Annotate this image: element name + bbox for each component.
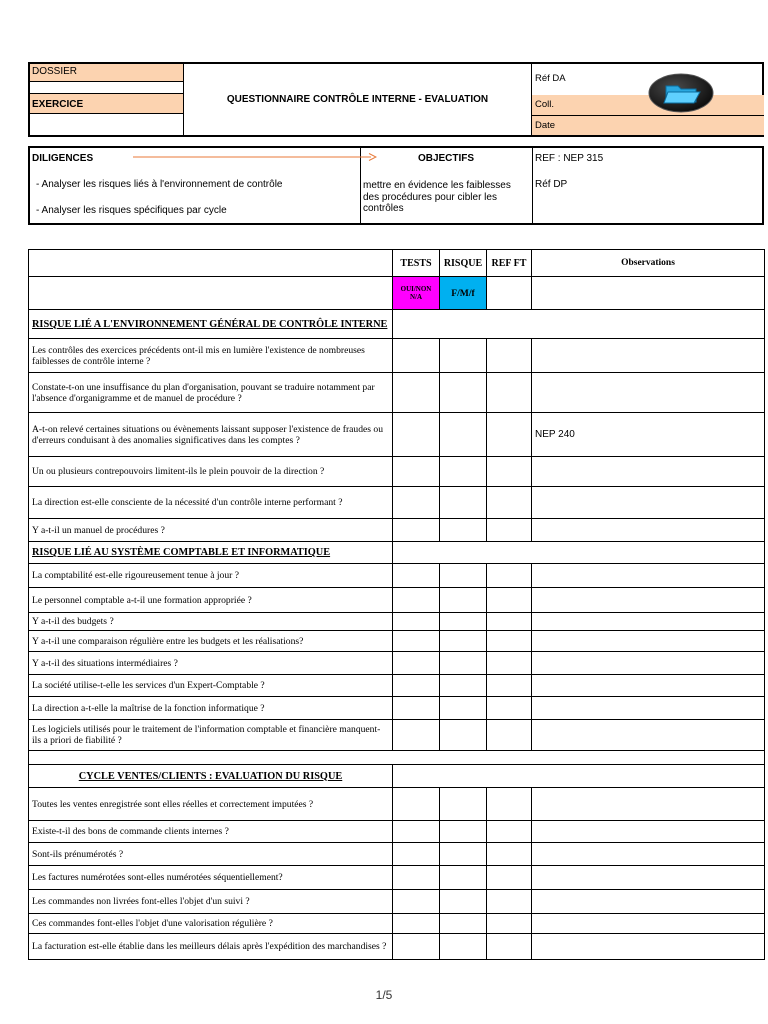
table-row	[29, 373, 765, 413]
observation-cell[interactable]	[532, 631, 765, 652]
risque-cell[interactable]	[440, 652, 487, 675]
table-row	[29, 821, 765, 843]
section-row	[29, 542, 765, 564]
section-row	[29, 310, 765, 339]
ref-nep-label: REF : NEP 315	[535, 153, 604, 164]
risque-cell[interactable]	[440, 697, 487, 720]
date-label: Date	[532, 116, 764, 135]
table-row	[29, 866, 765, 890]
table-row	[29, 631, 765, 652]
question-text: Les contrôles des exercices précédents ont-il mis en lumière l'existence de nombreuses faiblesses de contrôle interne ?	[29, 339, 393, 373]
table-row	[29, 564, 765, 588]
ref-ft-cell[interactable]	[487, 519, 532, 542]
question-text: Existe-t-il des bons de commande clients internes ?	[29, 821, 393, 843]
table-row	[29, 413, 765, 457]
tests-cell[interactable]	[393, 914, 440, 934]
observation-cell[interactable]	[532, 788, 765, 821]
observation-cell[interactable]	[532, 843, 765, 866]
arrow-icon	[133, 152, 377, 162]
question-text: Ces commandes font-elles l'objet d'une valorisation régulière ?	[29, 914, 393, 934]
question-text: A-t-on relevé certaines situations ou évènements laissant supposer l'existence de fraudes ou d'erreurs conduisant à des anomalies significatives dans les comptes ?	[29, 413, 393, 457]
question-text: Le personnel comptable a-t-il une formation appropriée ?	[29, 588, 393, 613]
blank-cell	[29, 250, 393, 277]
coll-label: Coll.	[532, 95, 764, 116]
ref-ft-cell[interactable]	[487, 413, 532, 457]
observation-cell[interactable]	[532, 890, 765, 914]
ref-ft-cell[interactable]	[487, 339, 532, 373]
dossier-label: DOSSIER	[30, 64, 183, 82]
observation-cell[interactable]	[532, 697, 765, 720]
table-row	[29, 339, 765, 373]
tests-cell[interactable]	[393, 788, 440, 821]
risque-cell[interactable]	[440, 613, 487, 631]
blank-cell	[393, 542, 765, 564]
tests-cell[interactable]	[393, 866, 440, 890]
table-row	[29, 588, 765, 613]
tests-cell[interactable]	[393, 413, 440, 457]
table-row	[29, 613, 765, 631]
ref-ft-cell[interactable]	[487, 720, 532, 751]
risque-cell[interactable]	[440, 373, 487, 413]
blank-cell	[487, 277, 532, 310]
risque-cell[interactable]	[440, 588, 487, 613]
questionnaire-table	[28, 249, 765, 960]
risque-cell[interactable]	[440, 631, 487, 652]
observation-cell[interactable]	[532, 373, 765, 413]
question-text: Les factures numérotées sont-elles numérotées séquentiellement?	[29, 866, 393, 890]
question-text: La direction est-elle consciente de la nécessité d'un contrôle interne performant ?	[29, 487, 393, 519]
exercice-label: EXERCICE	[30, 94, 183, 114]
risque-cell[interactable]	[440, 866, 487, 890]
blank-cell	[532, 277, 765, 310]
risque-cell[interactable]	[440, 890, 487, 914]
observation-cell[interactable]	[532, 652, 765, 675]
tag-row	[29, 277, 765, 310]
dossier-value[interactable]	[30, 82, 183, 94]
risque-cell[interactable]	[440, 457, 487, 487]
question-text: Y a-t-il une comparaison régulière entre les budgets et les réalisations?	[29, 631, 393, 652]
question-text: Y a-t-il des situations intermédiaires ?	[29, 652, 393, 675]
ref-ft-cell[interactable]	[487, 866, 532, 890]
ref-ft-cell[interactable]	[487, 934, 532, 960]
blank-cell	[29, 277, 393, 310]
question-text: Sont-ils prénumérotés ?	[29, 843, 393, 866]
tests-cell[interactable]	[393, 373, 440, 413]
question-text: Constate-t-on une insuffisance du plan d'organisation, pouvant se traduire notamment par l'absence d'organigramme et de manuel de procédure ?	[29, 373, 393, 413]
section-title: CYCLE VENTES/CLIENTS : EVALUATION DU RISQUE	[29, 765, 393, 788]
objectifs-label: OBJECTIFS	[417, 153, 475, 164]
oui-non-tag: OUI/NON N/A	[393, 277, 440, 310]
observation-cell[interactable]	[532, 613, 765, 631]
observation-cell[interactable]	[532, 339, 765, 373]
question-text: La société utilise-t-elle les services d'un Expert-Comptable ?	[29, 675, 393, 697]
diligence-item: - Analyser les risques spécifiques par cycle	[36, 205, 227, 216]
table-row	[29, 697, 765, 720]
tests-cell[interactable]	[393, 697, 440, 720]
risque-cell[interactable]	[440, 339, 487, 373]
table-row	[29, 519, 765, 542]
tests-cell[interactable]	[393, 934, 440, 960]
observation-cell[interactable]	[532, 519, 765, 542]
ref-ft-cell[interactable]	[487, 890, 532, 914]
fmf-tag: F/M/f	[440, 277, 487, 310]
objectif-text: mettre en évidence les faiblesses des procédures pour cibler les contrôles	[363, 180, 511, 214]
ref-ft-header: REF FT	[487, 250, 532, 277]
table-row	[29, 890, 765, 914]
risque-header: RISQUE	[440, 250, 487, 277]
table-row	[29, 457, 765, 487]
tests-cell[interactable]	[393, 843, 440, 866]
question-text: Toutes les ventes enregistrée sont elles réelles et correctement imputées ?	[29, 788, 393, 821]
question-text: La direction a-t-elle la maîtrise de la fonction informatique ?	[29, 697, 393, 720]
table-row	[29, 720, 765, 751]
tests-cell[interactable]	[393, 457, 440, 487]
section-title: RISQUE LIÉ A L'ENVIRONNEMENT GÉNÉRAL DE CONTRÔLE INTERNE	[29, 310, 393, 339]
risque-cell[interactable]	[440, 843, 487, 866]
blank-cell	[393, 765, 765, 788]
ref-da-label: Réf DA	[535, 73, 566, 84]
tests-cell[interactable]	[393, 564, 440, 588]
risque-cell[interactable]	[440, 821, 487, 843]
risque-cell[interactable]	[440, 934, 487, 960]
observation-cell[interactable]	[532, 675, 765, 697]
observation-cell[interactable]	[532, 934, 765, 960]
tests-cell[interactable]	[393, 821, 440, 843]
observation-cell[interactable]	[532, 588, 765, 613]
ref-ft-cell[interactable]	[487, 564, 532, 588]
ref-ft-cell[interactable]	[487, 613, 532, 631]
section-row	[29, 765, 765, 788]
table-row	[29, 652, 765, 675]
observation-cell[interactable]	[532, 457, 765, 487]
tests-cell[interactable]	[393, 631, 440, 652]
exercice-value[interactable]	[30, 114, 183, 135]
ref-ft-cell[interactable]	[487, 821, 532, 843]
observation-cell[interactable]	[532, 866, 765, 890]
blank-cell	[29, 751, 765, 765]
spacer-row	[29, 751, 765, 765]
diligences-box	[28, 146, 764, 225]
observation-cell[interactable]	[532, 564, 765, 588]
observation-cell[interactable]	[532, 487, 765, 519]
question-text: La comptabilité est-elle rigoureusement tenue à jour ?	[29, 564, 393, 588]
risque-cell[interactable]	[440, 788, 487, 821]
table-row	[29, 843, 765, 866]
question-text: Y a-t-il un manuel de procédures ?	[29, 519, 393, 542]
blank-cell	[393, 310, 765, 339]
risque-cell[interactable]	[440, 675, 487, 697]
ref-ft-cell[interactable]	[487, 788, 532, 821]
tests-cell[interactable]	[393, 613, 440, 631]
diligences-label: DILIGENCES	[32, 153, 94, 164]
risque-cell[interactable]	[440, 519, 487, 542]
table-row	[29, 788, 765, 821]
table-row	[29, 914, 765, 934]
risque-cell[interactable]	[440, 720, 487, 751]
ref-ft-cell[interactable]	[487, 487, 532, 519]
table-row	[29, 675, 765, 697]
ref-dp-label: Réf DP	[535, 179, 568, 190]
table-row	[29, 487, 765, 519]
ref-ft-cell[interactable]	[487, 675, 532, 697]
section-title: RISQUE LIÉ AU SYSTÈME COMPTABLE ET INFORMATIQUE	[29, 542, 393, 564]
observation-cell[interactable]	[532, 914, 765, 934]
page-title: QUESTIONNAIRE CONTRÔLE INTERNE - EVALUATION	[226, 94, 489, 105]
observation-cell[interactable]	[532, 821, 765, 843]
ref-ft-cell[interactable]	[487, 588, 532, 613]
ref-ft-cell[interactable]	[487, 631, 532, 652]
tests-cell[interactable]	[393, 652, 440, 675]
ref-ft-cell[interactable]	[487, 457, 532, 487]
ref-ft-cell[interactable]	[487, 914, 532, 934]
observation-cell[interactable]: NEP 240	[532, 413, 765, 457]
ref-ft-cell[interactable]	[487, 843, 532, 866]
ref-ft-cell[interactable]	[487, 652, 532, 675]
diligence-item: - Analyser les risques liés à l'environnement de contrôle	[36, 179, 283, 190]
question-text: Les commandes non livrées font-elles l'objet d'un suivi ?	[29, 890, 393, 914]
header-row	[29, 250, 765, 277]
question-text: La facturation est-elle établie dans les meilleurs délais après l'expédition des marchandises ?	[29, 934, 393, 960]
tests-header: TESTS	[393, 250, 440, 277]
risque-cell[interactable]	[440, 413, 487, 457]
observation-cell[interactable]	[532, 720, 765, 751]
ref-ft-cell[interactable]	[487, 373, 532, 413]
risque-cell[interactable]	[440, 914, 487, 934]
question-text: Y a-t-il des budgets ?	[29, 613, 393, 631]
tests-cell[interactable]	[393, 890, 440, 914]
tests-cell[interactable]	[393, 675, 440, 697]
table-row	[29, 934, 765, 960]
page-number: 1/5	[375, 988, 393, 1002]
tests-cell[interactable]	[393, 487, 440, 519]
question-text: Les logiciels utilisés pour le traitement de l'information comptable et financière manquent-ils a priori de fiabilité ?	[29, 720, 393, 751]
ref-ft-cell[interactable]	[487, 697, 532, 720]
tests-cell[interactable]	[393, 720, 440, 751]
observations-header: Observations	[532, 250, 765, 277]
tests-cell[interactable]	[393, 588, 440, 613]
folder-icon	[648, 72, 714, 114]
tests-cell[interactable]	[393, 519, 440, 542]
risque-cell[interactable]	[440, 487, 487, 519]
risque-cell[interactable]	[440, 564, 487, 588]
question-text: Un ou plusieurs contrepouvoirs limitent-ils le plein pouvoir de la direction ?	[29, 457, 393, 487]
tests-cell[interactable]	[393, 339, 440, 373]
